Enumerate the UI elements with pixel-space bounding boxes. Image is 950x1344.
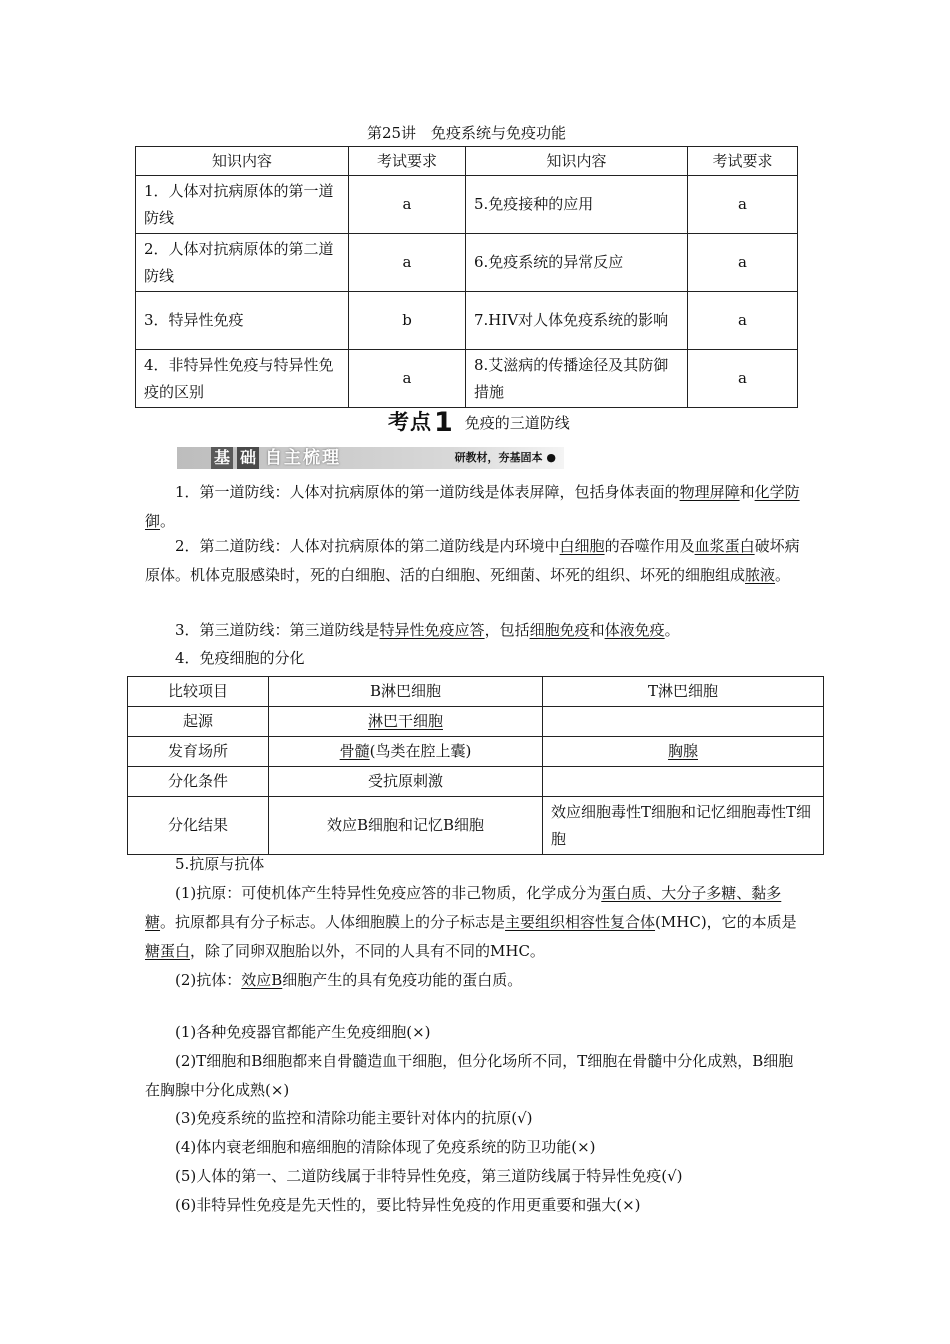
comparison-table	[127, 676, 824, 855]
text: (2)抗体：	[175, 971, 242, 989]
text: (1)抗原：可使机体产生特异性免疫应答的非己物质，化学成分为	[175, 884, 602, 902]
judgement-4: (4)体内衰老细胞和癌细胞的清除体现了免疫系统的防卫功能(×)	[175, 1138, 596, 1156]
antigen-paragraph	[145, 879, 808, 966]
answer-blank: 效应B	[241, 971, 283, 989]
table-cell	[543, 767, 824, 797]
answer-blank: 蛋白质、大分子多糖、黏多糖	[145, 884, 782, 931]
page-title: 第25讲 免疫系统与免疫功能	[366, 124, 567, 142]
table-row	[136, 176, 798, 234]
text: 。	[160, 512, 176, 530]
banner-subtitle-text: 研教材，夯基固本	[454, 451, 543, 464]
table-cell: 5.免疫接种的应用	[466, 176, 688, 234]
table-cell: 起源	[128, 707, 269, 737]
text: 和	[739, 483, 755, 501]
section-heading	[388, 406, 570, 438]
answer-blank: 糖蛋白	[145, 942, 191, 960]
header-cell: T淋巴细胞	[543, 677, 824, 707]
answer-blank: 细胞免疫	[529, 621, 590, 639]
table-cell: a	[688, 234, 798, 292]
table-row	[128, 767, 824, 797]
table-cell: 6.免疫系统的异常反应	[466, 234, 688, 292]
table-header-row	[136, 147, 798, 176]
paragraph-4: 4．免疫细胞的分化	[175, 649, 305, 667]
header-cell: B淋巴细胞	[269, 677, 543, 707]
answer-blank: 化学防御	[145, 483, 800, 530]
answer-blank: 物理屏障	[679, 483, 740, 501]
table-cell: 效应细胞毒性T细胞和记忆细胞毒性T细胞	[543, 797, 824, 855]
kaodian-number: 1	[434, 407, 453, 438]
table-cell: 4．非特异性免疫与特异性免疫的区别	[136, 350, 349, 408]
table-cell: a	[349, 350, 466, 408]
text: 的吞噬作用及	[604, 537, 695, 555]
text: 。抗原都具有分子标志。人体细胞膜上的分子标志是	[160, 913, 506, 931]
table-row	[136, 350, 798, 408]
table-cell: 1．人体对抗病原体的第一道防线	[136, 176, 349, 234]
table-row	[128, 797, 824, 855]
table-cell: b	[349, 292, 466, 350]
table-cell	[543, 737, 824, 767]
answer-blank: 脓液	[745, 566, 776, 584]
answer-blank: 骨髓	[339, 742, 370, 760]
text: ，除了同卵双胞胎以外，不同的人具有不同的MHC。	[190, 942, 545, 960]
answer-blank: 白细胞	[559, 537, 605, 555]
text: 3．第三道防线：第三道防线是	[175, 621, 380, 639]
paragraph-1	[145, 478, 808, 536]
text: 2．第二道防线：人体对抗病原体的第二道防线是内环境中	[175, 537, 560, 555]
header-cell: 知识内容	[136, 147, 349, 176]
table-cell	[269, 707, 543, 737]
table-cell	[269, 737, 543, 767]
table-cell: 7.HIV对人体免疫系统的影响	[466, 292, 688, 350]
header-cell: 考试要求	[688, 147, 798, 176]
table-cell: 分化条件	[128, 767, 269, 797]
table-cell: a	[688, 292, 798, 350]
banner-text: 自主梳理	[265, 448, 341, 468]
text: 破坏病原体。机体克服感染时，死的白细胞、活的白细胞、死细菌、坏死的组织、坏死的细胞组成	[145, 537, 800, 584]
answer-blank: 特异性免疫应答	[379, 621, 485, 639]
table-cell: a	[349, 234, 466, 292]
text: 。	[664, 621, 680, 639]
text: 和	[589, 621, 605, 639]
judgement-6: (6)非特异性免疫是先天性的，要比特异性免疫的作用更重要和强大(×)	[175, 1196, 641, 1214]
banner-char-2: 础	[237, 447, 259, 469]
judgement-3: (3)免疫系统的监控和清除功能主要针对体内的抗原(√)	[175, 1109, 533, 1127]
antigen-heading: 5.抗原与抗体	[175, 855, 265, 873]
answer-blank: 体液免疫	[604, 621, 665, 639]
text: (鸟类在腔上囊)	[369, 742, 472, 760]
text: ，包括	[484, 621, 530, 639]
judgement-1: (1)各种免疫器官都能产生免疫细胞(×)	[175, 1023, 431, 1041]
table-cell: 分化结果	[128, 797, 269, 855]
answer-blank: 血浆蛋白	[694, 537, 755, 555]
answer-blank: 主要组织相容性复合体	[505, 913, 656, 931]
table-cell: 3．特异性免疫	[136, 292, 349, 350]
text: 。	[775, 566, 791, 584]
table-cell: a	[688, 176, 798, 234]
answer-blank: 淋巴干细胞	[367, 712, 443, 730]
table-row	[136, 292, 798, 350]
table-cell: 2．人体对抗病原体的第二道防线	[136, 234, 349, 292]
banner-char-1: 基	[211, 447, 233, 469]
table-row	[128, 707, 824, 737]
table-header-row	[128, 677, 824, 707]
header-cell: 比较项目	[128, 677, 269, 707]
table-row	[136, 234, 798, 292]
requirements-table	[135, 146, 798, 408]
section-banner	[177, 447, 564, 469]
answer-blank: 胸腺	[667, 742, 698, 760]
text: 1．第一道防线：人体对抗病原体的第一道防线是体表屏障，包括身体表面的	[175, 483, 680, 501]
header-cell: 知识内容	[466, 147, 688, 176]
header-cell: 考试要求	[349, 147, 466, 176]
table-cell: a	[688, 350, 798, 408]
table-cell: 效应B细胞和记忆B细胞	[269, 797, 543, 855]
judgement-5: (5)人体的第一、二道防线属于非特异性免疫，第三道防线属于特异性免疫(√)	[175, 1167, 683, 1185]
judgement-2: (2)T细胞和B细胞都来自骨髓造血干细胞，但分化场所不同，T细胞在骨髓中分化成熟，B细胞在胸腺中分化成熟(×)	[145, 1052, 794, 1099]
table-cell	[543, 707, 824, 737]
kaodian-label: 考点	[388, 410, 432, 434]
table-cell: 8.艾滋病的传播途径及其防御措施	[466, 350, 688, 408]
banner-subtitle: 研教材，夯基固本 ●	[454, 451, 556, 464]
antibody-paragraph	[145, 966, 808, 995]
table-cell: a	[349, 176, 466, 234]
paragraph-2	[145, 532, 808, 590]
text: (MHC)，它的本质是	[655, 913, 797, 931]
table-cell: 发育场所	[128, 737, 269, 767]
table-cell: 受抗原刺激	[269, 767, 543, 797]
paragraph-3	[145, 616, 808, 645]
table-row	[128, 737, 824, 767]
kaodian-topic: 免疫的三道防线	[464, 414, 570, 432]
text: 细胞产生的具有免疫功能的蛋白质。	[282, 971, 523, 989]
